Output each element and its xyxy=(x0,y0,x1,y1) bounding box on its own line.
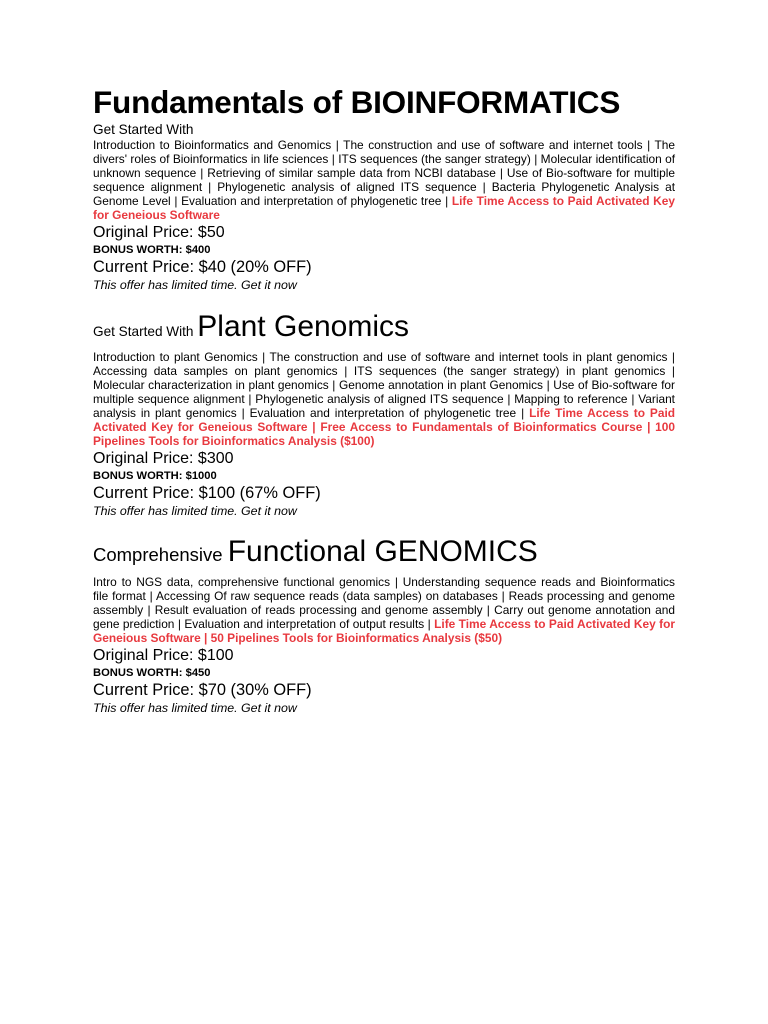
original-price: Original Price: $300 xyxy=(93,450,234,467)
bonus-worth: BONUS WORTH: $450 xyxy=(93,667,211,679)
section-functional-genomics xyxy=(93,534,675,715)
original-price: Original Price: $100 xyxy=(93,647,234,664)
bonus-highlight: | Free Access to Fundamentals of Bioinformatics Course | 100 Pipelines Tools for Bioinformatics Analysis ($100) xyxy=(93,420,675,448)
description-text: Intro to NGS data, comprehensive functional genomics | Understanding sequence reads and Bioinformatics file format | Accessing Of raw sequence reads (data samples) on databases | Reads processing and genome assembly | Result evaluation of reads processing and genome assembly | Carry out genome annotation and gene prediction | Evaluation and interpretation of output results | xyxy=(93,575,675,631)
section-title: Fundamentals of BIOINFORMATICS xyxy=(93,84,621,120)
original-price: Original Price: $50 xyxy=(93,224,225,241)
current-price: Current Price: $70 (30% OFF) xyxy=(93,681,312,699)
document-page xyxy=(93,84,675,715)
bonus-highlight: Life Time Access to Paid Activated Key for Geneious Software | 50 Pipelines Tools for Bioinformatics Analysis ($50) xyxy=(93,617,676,645)
section-heading xyxy=(93,534,675,575)
bonus-worth: BONUS WORTH: $1000 xyxy=(93,470,217,482)
description-text: Introduction to plant Genomics | The construction and use of software and internet tools in plant genomics | Accessing data samples on plant genomics | ITS sequences (the sanger strategy) in plant genomics | Molecular characterization in plant genomics | Genome annotation in plant Genomics | Use of Bio-software for multiple sequence alignment | Phylogenetic analysis of aligned ITS sequence | Mapping to reference | Variant analysis in plant genomics | Evaluation and interpretation of phylogenetic tree | xyxy=(93,350,675,420)
section-description xyxy=(93,350,675,448)
bonus-highlight: Life Time Access to Paid Activated Key for Geneious Software xyxy=(93,194,675,222)
bonus-highlight: Life Time Access to Paid Activated Key for Geneious Software xyxy=(93,406,676,434)
section-title: Plant Genomics xyxy=(197,310,410,343)
section-prefix: Get Started With xyxy=(93,324,198,339)
section-plant-genomics xyxy=(93,309,675,518)
current-price: Current Price: $100 (67% OFF) xyxy=(93,484,321,502)
limited-offer-note: This offer has limited time. Get it now xyxy=(93,278,297,292)
section-description xyxy=(93,575,675,645)
section-title: Functional GENOMICS xyxy=(227,535,538,568)
section-fundamentals-bioinformatics xyxy=(93,84,675,292)
limited-offer-note: This offer has limited time. Get it now xyxy=(93,701,297,715)
limited-offer-note: This offer has limited time. Get it now xyxy=(93,504,297,518)
section-prefix: Comprehensive xyxy=(93,544,228,565)
section-heading xyxy=(93,309,675,350)
section-lead: Get Started With xyxy=(93,122,194,137)
bonus-worth: BONUS WORTH: $400 xyxy=(93,244,211,256)
description-text: Introduction to Bioinformatics and Genomics | The construction and use of software and internet tools | The divers' roles of Bioinformatics in life sciences | ITS sequences (the sanger strategy) | Molecular identification of unknown sequence | Retrieving of similar sample data from NCBI database | Use of Bio-software for multiple sequence alignment | Phylogenetic analysis of aligned ITS sequence | Bacteria Phylogenetic Analysis at Genome Level | Evaluation and interpretation of phylogenetic tree | xyxy=(93,138,675,208)
current-price: Current Price: $40 (20% OFF) xyxy=(93,258,312,276)
section-description xyxy=(93,138,675,222)
